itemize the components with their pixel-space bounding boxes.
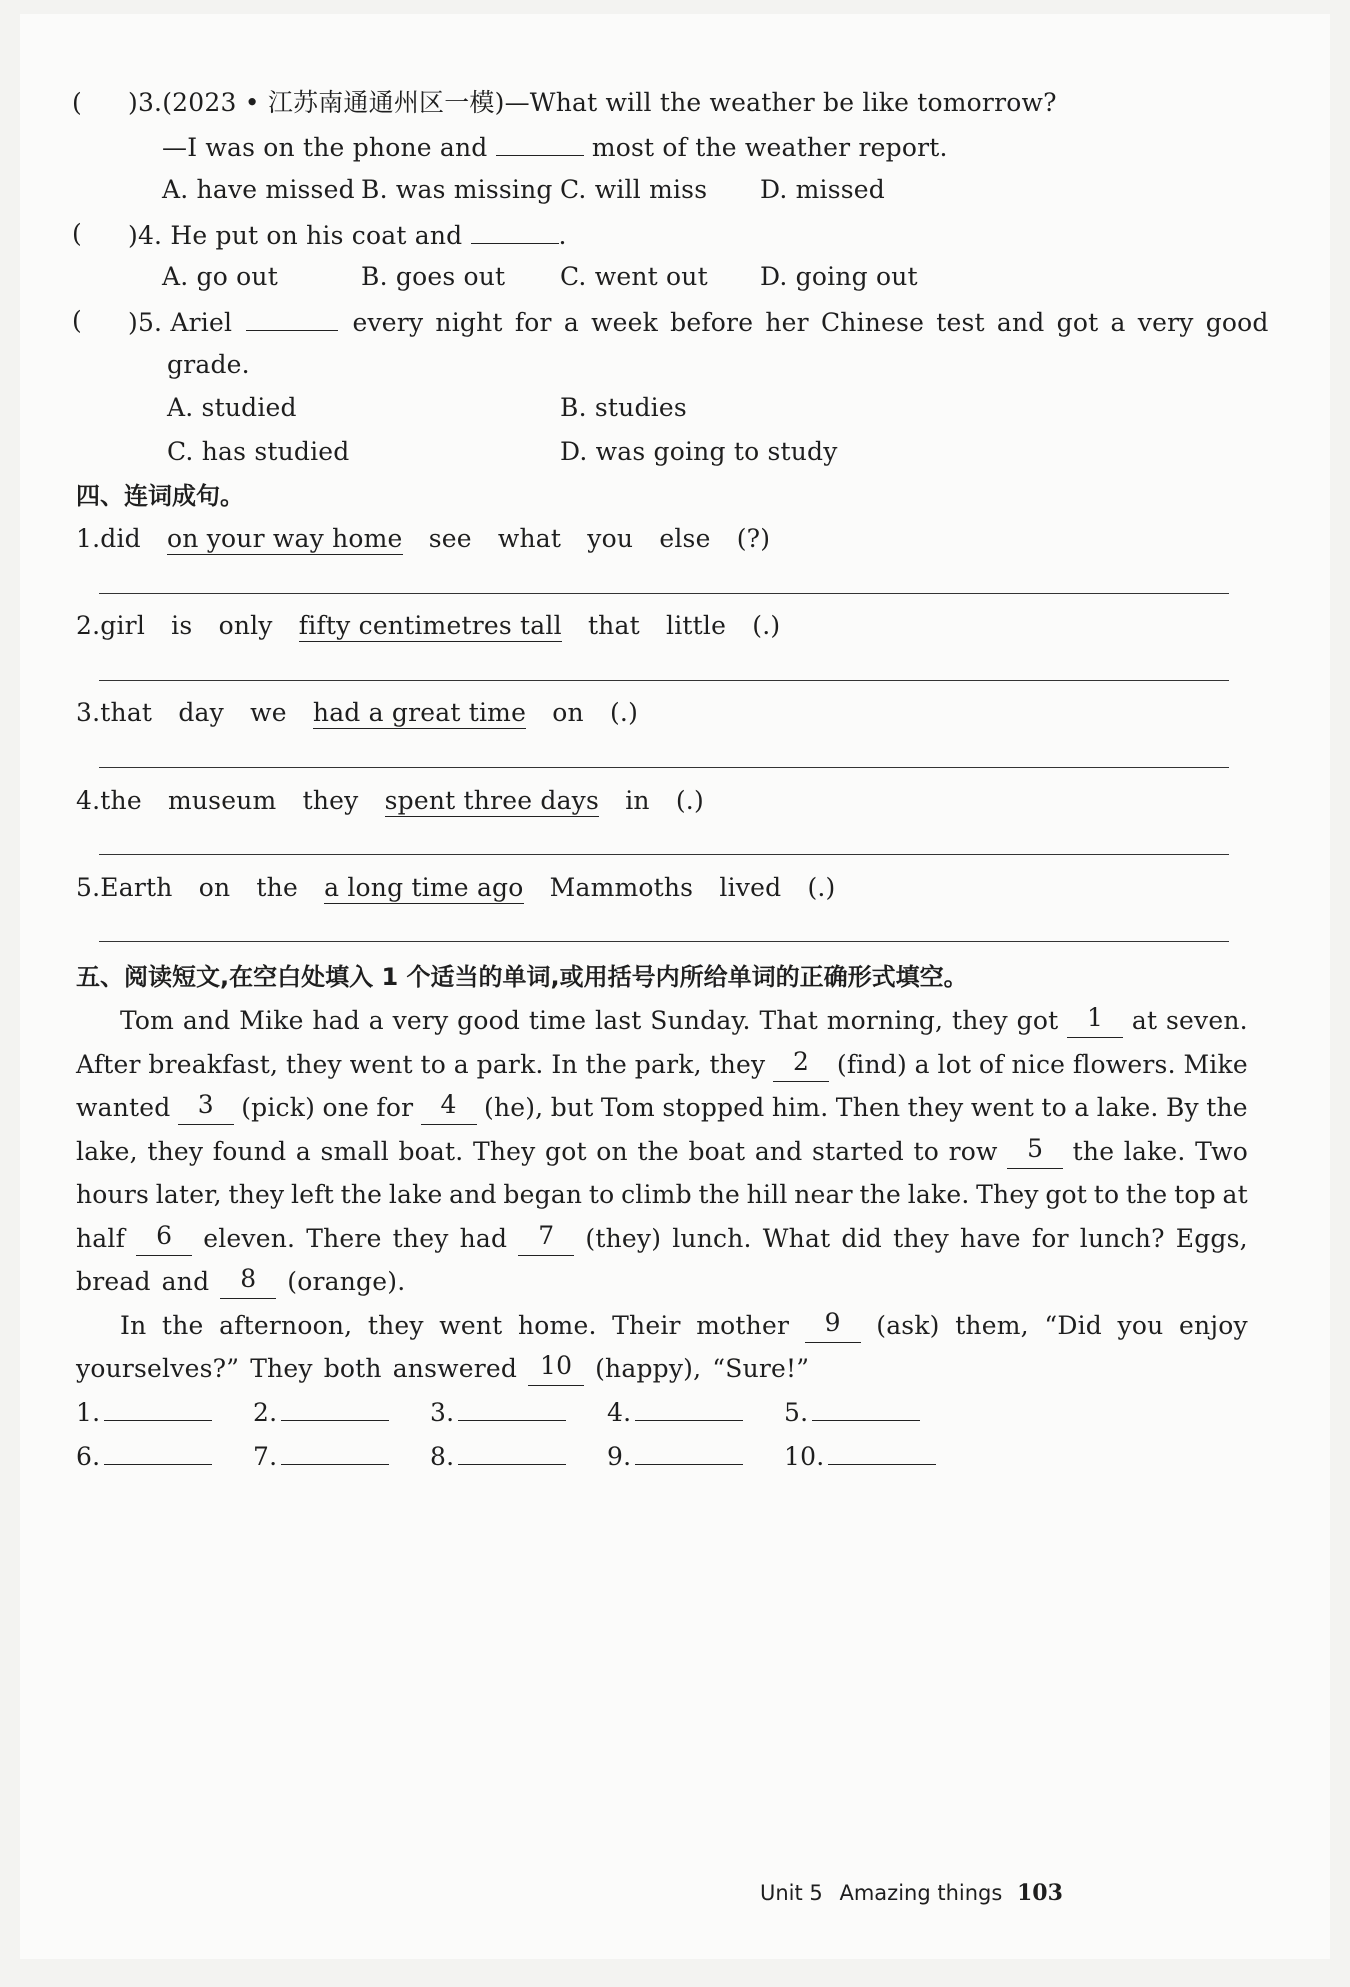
passage-word: answered	[392, 1354, 518, 1383]
s4-phrase-underlined: a long time ago	[324, 873, 524, 902]
passage-word: hill	[746, 1180, 788, 1209]
passage-word: enjoy	[1179, 1310, 1248, 1340]
answer-label: 8.	[430, 1442, 455, 1471]
passage-line	[76, 1091, 1248, 1125]
passage-blank[interactable]: 4	[421, 1091, 477, 1125]
answer-blank[interactable]	[104, 1394, 212, 1421]
passage-word: they	[893, 1223, 949, 1253]
passage-word: they	[285, 1049, 342, 1079]
passage-blank[interactable]: 7	[518, 1222, 574, 1256]
passage-word: Eggs,	[1175, 1223, 1248, 1253]
answer-label: 9.	[607, 1442, 632, 1471]
s4-phrase-underlined: on your way home	[167, 524, 403, 553]
passage-word: to	[1041, 1093, 1067, 1122]
answer-blank[interactable]	[635, 1438, 743, 1465]
passage-word: the	[161, 1310, 204, 1340]
passage-word: small	[320, 1136, 389, 1166]
answer-slot	[784, 1394, 920, 1430]
s4-word: that	[100, 698, 153, 727]
passage-word: but	[550, 1093, 594, 1122]
passage-word: hours	[76, 1180, 150, 1209]
s4-word: only	[218, 611, 273, 640]
passage-word: yourselves?”	[76, 1354, 240, 1383]
passage-word: lot	[937, 1049, 972, 1079]
s4-answer-line-1[interactable]	[99, 593, 1229, 594]
passage-word: In	[120, 1310, 147, 1340]
passage-word: Mike	[1183, 1049, 1248, 1079]
passage-word: Mike	[239, 1006, 304, 1035]
q3-option-b: B. was missing	[361, 175, 553, 204]
passage-word: climb	[621, 1180, 692, 1209]
s4-word: see	[428, 524, 472, 553]
answer-slot	[253, 1394, 389, 1430]
passage-blank[interactable]: 3	[178, 1091, 234, 1125]
q4-answer-paren[interactable]	[72, 217, 82, 251]
q4-number: )4.	[128, 221, 163, 250]
q5-option-b: B. studies	[560, 393, 687, 422]
passage-word: After	[76, 1049, 141, 1079]
s4-punctuation: (?)	[736, 524, 771, 553]
s4-word: did	[100, 524, 141, 553]
q4-question-before: He put on his coat and	[170, 221, 463, 250]
passage-word: the	[859, 1180, 902, 1209]
passage-word: last	[594, 1006, 642, 1035]
s4-word: the	[256, 873, 298, 902]
passage-word: bread	[76, 1267, 151, 1296]
q5-option-c: C. has studied	[167, 437, 350, 466]
passage-word: good	[457, 1006, 521, 1035]
s4-item-number: 3.	[76, 698, 101, 727]
q5-option-d: D. was going to study	[560, 437, 838, 466]
s4-punctuation: (.)	[675, 786, 704, 815]
passage-line	[76, 1135, 1248, 1169]
answer-blank[interactable]	[458, 1394, 566, 1421]
q3-paren-open: (	[72, 88, 82, 117]
passage-word: to	[420, 1049, 446, 1079]
s4-answer-line-3[interactable]	[99, 767, 1229, 768]
passage-word: (orange).	[287, 1267, 406, 1296]
answer-blank[interactable]	[281, 1438, 389, 1465]
answer-label: 10.	[784, 1442, 825, 1471]
s4-word: Earth	[100, 873, 173, 902]
passage-word: eleven.	[203, 1223, 296, 1253]
answer-blank[interactable]	[458, 1438, 566, 1465]
passage-word: top	[1174, 1180, 1216, 1209]
passage-word: park.	[476, 1049, 544, 1079]
q5-number: )5.	[128, 308, 163, 337]
q5-question-line2: grade.	[167, 350, 250, 379]
passage-word: flowers.	[1072, 1049, 1176, 1079]
answer-slot	[607, 1394, 743, 1430]
passage-word: the	[1206, 1093, 1248, 1122]
answer-slot	[607, 1438, 743, 1474]
s4-word: else	[659, 524, 711, 553]
s4-item-5	[76, 871, 836, 905]
passage-blank[interactable]: 2	[773, 1048, 829, 1082]
s4-answer-line-5[interactable]	[99, 941, 1229, 942]
q5-question-after: every night for a week before her Chinese test and got a very good	[352, 308, 1269, 337]
passage-word: they	[907, 1093, 964, 1122]
passage-word: him.	[771, 1093, 829, 1122]
answer-slot	[76, 1438, 212, 1474]
passage-word: found	[212, 1136, 287, 1166]
s4-item-3	[76, 696, 638, 730]
passage-word: got	[1045, 1180, 1088, 1209]
passage-word: they	[367, 1310, 424, 1340]
passage-word: afternoon,	[219, 1310, 353, 1340]
passage-word: and	[182, 1006, 231, 1035]
passage-word: They	[976, 1180, 1039, 1209]
answer-label: 5.	[784, 1398, 809, 1427]
passage-word: home.	[517, 1310, 597, 1340]
passage-word: went	[970, 1093, 1035, 1122]
passage-word: lunch.	[672, 1223, 752, 1253]
passage-word: a	[368, 1006, 384, 1035]
passage-word: the	[1125, 1180, 1168, 1209]
passage-word: went	[349, 1049, 413, 1079]
passage-word: Two	[1195, 1136, 1248, 1166]
passage-word: to	[588, 1180, 615, 1209]
passage-word: wanted	[76, 1093, 171, 1122]
answer-blank[interactable]	[104, 1438, 212, 1465]
passage-word: the	[585, 1049, 628, 1079]
passage-word: a	[1074, 1093, 1090, 1122]
q3-answer-paren[interactable]	[72, 86, 82, 120]
s4-answer-line-2[interactable]	[99, 680, 1229, 681]
s4-phrase-underlined: spent three days	[384, 786, 600, 815]
passage-word: they	[709, 1049, 766, 1079]
s4-phrase-underlined: had a great time	[312, 698, 527, 727]
q3-number: )3.	[128, 88, 163, 117]
q3-source: (2023 • 江苏南通通州区一模)	[162, 88, 505, 117]
footer-unit: Unit 5	[760, 1881, 823, 1905]
q4-question-after: .	[558, 221, 567, 250]
q4-option-c: C. went out	[560, 262, 708, 291]
passage-blank[interactable]: 8	[220, 1265, 276, 1299]
s4-item-4	[76, 784, 704, 818]
s4-word: the	[100, 786, 142, 815]
s4-word: lived	[719, 873, 782, 902]
q3-option-d: D. missed	[760, 175, 886, 204]
passage-word: both	[323, 1354, 382, 1383]
passage-word: the	[637, 1136, 679, 1166]
s4-punctuation: (.)	[807, 873, 836, 902]
s4-answer-line-4[interactable]	[99, 854, 1229, 855]
q3-question: —What will the weather be like tomorrow?	[504, 88, 1057, 117]
passage-word: them,	[955, 1310, 1029, 1340]
passage-word: lake,	[76, 1136, 138, 1166]
passage-word: lake	[388, 1180, 443, 1209]
passage-word: the	[1072, 1136, 1115, 1166]
q5-option-a: A. studied	[167, 393, 297, 422]
answer-label: 2.	[253, 1398, 278, 1427]
q4-option-d: D. going out	[760, 262, 918, 291]
passage-line	[76, 1048, 1248, 1082]
passage-word: at	[1222, 1180, 1248, 1209]
passage-word: park,	[634, 1049, 702, 1079]
q5-blank[interactable]	[246, 304, 338, 331]
passage-word: and	[449, 1180, 497, 1209]
passage-word: lunch?	[1079, 1223, 1165, 1253]
section5-title: 五、阅读短文,在空白处填入 1 个适当的单词,或用括号内所给单词的正确形式填空。	[76, 963, 968, 991]
q3-option-c: C. will miss	[560, 175, 708, 204]
q3-option-a: A. have missed	[162, 175, 355, 204]
passage-word: the	[340, 1180, 383, 1209]
answer-label: 3.	[430, 1398, 455, 1427]
passage-word: By	[1165, 1093, 1199, 1122]
s4-word: in	[625, 786, 650, 815]
passage-word: “Did	[1044, 1310, 1102, 1340]
s4-punctuation: (.)	[752, 611, 781, 640]
passage-word: to	[913, 1136, 940, 1166]
passage-word: Sunday.	[650, 1006, 751, 1035]
s4-phrase-underlined: fifty centimetres tall	[298, 611, 562, 640]
passage-word: they	[951, 1006, 1008, 1035]
passage-word: a	[295, 1136, 311, 1166]
passage-word: row	[948, 1136, 998, 1166]
s4-item-1	[76, 522, 770, 556]
passage-word: half	[76, 1223, 126, 1253]
answer-blank[interactable]	[812, 1394, 920, 1421]
passage-word: for	[376, 1093, 414, 1122]
q4-blank[interactable]	[471, 217, 559, 244]
answer-label: 6.	[76, 1442, 101, 1471]
s4-word: we	[250, 698, 287, 727]
s4-punctuation: (.)	[609, 698, 639, 727]
passage-word: went	[439, 1310, 503, 1340]
passage-word: they	[392, 1223, 449, 1253]
passage-word: boat	[688, 1136, 746, 1166]
passage-word: you	[1117, 1310, 1164, 1340]
worksheet-page	[20, 14, 1330, 1959]
passage-word: got	[545, 1136, 587, 1166]
q4-option-b: B. goes out	[361, 262, 506, 291]
passage-word: a	[914, 1049, 930, 1079]
passage-blank[interactable]: 6	[136, 1222, 192, 1256]
passage-word: Their	[612, 1310, 681, 1340]
passage-word: on	[596, 1136, 628, 1166]
s4-word: is	[171, 611, 193, 640]
answer-label: 4.	[607, 1398, 632, 1427]
passage-word: What	[762, 1223, 831, 1253]
answer-slot	[253, 1438, 389, 1474]
passage-word: later,	[155, 1180, 222, 1209]
passage-word: (happy),	[595, 1354, 702, 1383]
passage-word: (they)	[585, 1223, 662, 1253]
answer-slot	[76, 1394, 212, 1430]
passage-line	[76, 1222, 1248, 1256]
passage-blank[interactable]: 10	[528, 1352, 584, 1386]
passage-word: (find)	[836, 1049, 907, 1079]
passage-word: they	[147, 1136, 204, 1166]
passage-word: They	[250, 1354, 313, 1383]
passage-word: one	[322, 1093, 369, 1122]
s4-item-2	[76, 609, 780, 643]
passage-word: Then	[835, 1093, 901, 1122]
s4-word: museum	[167, 786, 277, 815]
passage-word: they	[228, 1180, 285, 1209]
passage-word: That	[759, 1006, 818, 1035]
passage-word: lake.	[1123, 1136, 1186, 1166]
passage-word: very	[392, 1006, 449, 1035]
answer-blank[interactable]	[635, 1394, 743, 1421]
s4-word: they	[302, 786, 359, 815]
passage-word: mother	[696, 1310, 790, 1340]
s4-word: Mammoths	[549, 873, 694, 902]
passage-word: to	[1093, 1180, 1120, 1209]
passage-word: had	[459, 1223, 508, 1253]
s4-word: what	[497, 524, 562, 553]
passage-word: (pick)	[241, 1093, 316, 1122]
passage-word: started	[811, 1136, 904, 1166]
passage-word: did	[841, 1223, 883, 1253]
passage-word: of	[978, 1049, 1004, 1079]
s4-word: that	[587, 611, 640, 640]
passage-word: breakfast,	[148, 1049, 279, 1079]
passage-word: and	[161, 1267, 210, 1296]
q5-paren-open: (	[72, 306, 82, 335]
q3-reply-after: most of the weather report.	[591, 133, 948, 162]
q3-stem	[128, 86, 1057, 120]
passage-word: They	[472, 1136, 536, 1166]
q5-question-before: Ariel	[170, 308, 233, 337]
passage-word: at	[1131, 1006, 1158, 1035]
passage-word: stopped	[662, 1093, 765, 1122]
passage-word: a	[453, 1049, 469, 1079]
answer-blank[interactable]	[828, 1438, 936, 1465]
passage-word: “Sure!”	[712, 1354, 810, 1383]
passage-word: began	[503, 1180, 583, 1209]
passage-word: Tom	[120, 1006, 175, 1035]
passage-word: the	[698, 1180, 740, 1209]
s4-word: on	[552, 698, 584, 727]
passage-word: had	[312, 1006, 360, 1035]
passage-word: left	[291, 1180, 334, 1209]
s4-word: girl	[100, 611, 146, 640]
q3-blank[interactable]	[496, 129, 584, 156]
passage-word: boat.	[398, 1136, 464, 1166]
answer-slot	[430, 1438, 566, 1474]
answer-label: 7.	[253, 1442, 278, 1471]
passage-word: nice	[1011, 1049, 1066, 1079]
passage-word: for	[1031, 1223, 1069, 1253]
answer-label: 1.	[76, 1398, 101, 1427]
page-footer	[760, 1880, 1063, 1906]
passage-word: In	[551, 1049, 578, 1079]
passage-word: (ask)	[876, 1310, 940, 1340]
page-number: 103	[1017, 1880, 1063, 1906]
section4-title: 四、连词成句。	[76, 482, 244, 510]
passage-line	[76, 1352, 820, 1386]
passage-word: got	[1016, 1006, 1059, 1035]
passage-line	[120, 1309, 1248, 1343]
passage-blank[interactable]: 1	[1067, 1004, 1123, 1038]
s4-word: on	[198, 873, 231, 902]
s4-item-number: 2.	[76, 611, 101, 640]
q3-reply	[162, 129, 948, 165]
passage-word: lake.	[1096, 1093, 1159, 1122]
s4-item-number: 5.	[76, 873, 101, 902]
q4-option-a: A. go out	[162, 262, 278, 291]
q5-answer-paren[interactable]	[72, 304, 82, 338]
passage-word: Tom	[600, 1093, 655, 1122]
s4-word: little	[666, 611, 727, 640]
passage-line	[76, 1178, 1248, 1212]
s4-word: day	[178, 698, 224, 727]
passage-word: There	[306, 1223, 382, 1253]
s4-item-number: 4.	[76, 786, 101, 815]
passage-blank[interactable]: 5	[1007, 1135, 1063, 1169]
s4-item-number: 1.	[76, 524, 101, 553]
passage-word: near	[794, 1180, 853, 1209]
passage-word: and	[754, 1136, 803, 1166]
q5-stem	[128, 304, 1269, 340]
passage-word: time	[528, 1006, 587, 1035]
q3-reply-before: —I was on the phone and	[162, 133, 488, 162]
passage-word: lake.	[907, 1180, 970, 1209]
q4-paren-open: (	[72, 219, 82, 248]
footer-title: Amazing things	[839, 1881, 1003, 1905]
passage-line	[76, 1265, 416, 1299]
passage-word: have	[960, 1223, 1021, 1253]
passage-word: morning,	[826, 1006, 944, 1035]
passage-word: (he),	[483, 1093, 544, 1122]
q4-stem	[128, 217, 567, 253]
answer-slot	[784, 1438, 936, 1474]
passage-line	[120, 1004, 1248, 1038]
answer-slot	[430, 1394, 566, 1430]
s4-word: you	[587, 524, 634, 553]
passage-word: seven.	[1165, 1006, 1248, 1035]
passage-blank[interactable]: 9	[805, 1309, 861, 1343]
answer-blank[interactable]	[281, 1394, 389, 1421]
